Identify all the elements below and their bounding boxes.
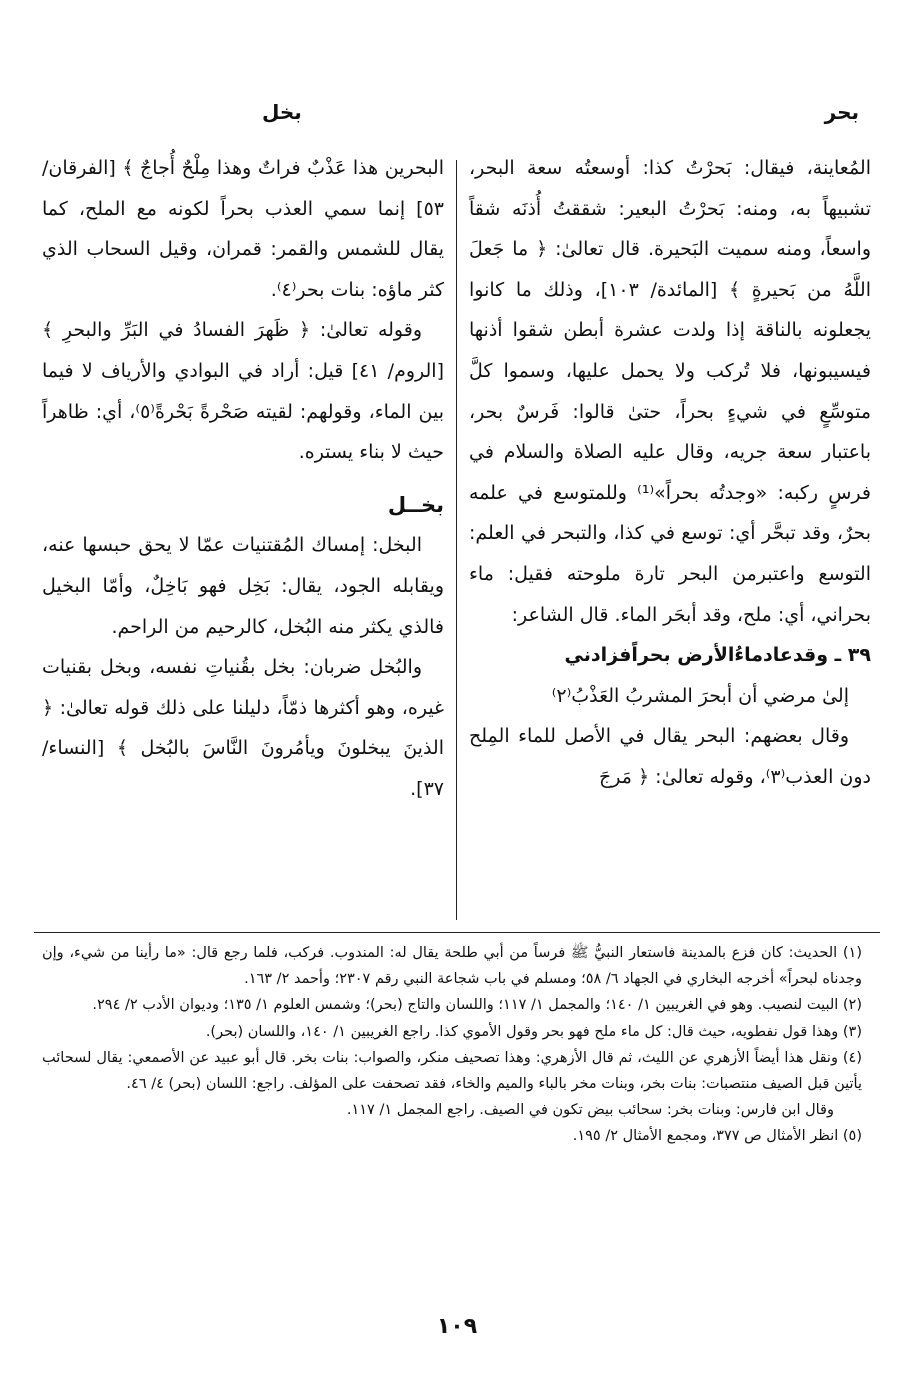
footnote-separator (34, 932, 880, 933)
left-column-header: بخل (262, 100, 302, 124)
page-number: ١٠٩ (436, 1314, 478, 1339)
footnote: (٥) انظر الأمثال ص ٣٧٧، ومجمع الأمثال ٢/ ١٩٥. (572, 1128, 862, 1145)
footnote: (٣) وهذا قول نفطويه، حيث قال: كل ماء ملح فهو بحر وقول الأموي كذا. راجع الغريبين ١/ ١٤٠، واللسان (بحر). (205, 1023, 862, 1040)
paragraph: وقوله تعالىٰ: ﴿ ظَهرَ الفسادُ في البَرِّ والبحرِ ﴾ [الروم/ ٤١] قيل: أراد في البوادي والأرياف لا فيما بين الماء، وقولهم: لقيته صَحْرةً بَحْرةً⁽٥⁾، أي: ظاهراً حيث لا بناء يستره. (42, 319, 444, 464)
right-text-column (469, 148, 871, 798)
footnote: (٢) البيت لنصيب. وهو في الغريبين ١/ ١٤٠؛ والمجمل ١/ ١١٧؛ واللسان والتاج (بحر)؛ وشمس العلوم ١/ ١٣٥؛ وديوان الأدب ٢/ ٢٩٤. (92, 997, 862, 1014)
column-divider (456, 160, 457, 920)
paragraph: وقال بعضهم: البحر يقال في الأصل للماء المِلح دون العذب⁽٣⁾، وقوله تعالىٰ: ﴿ مَرجَ (469, 725, 871, 788)
left-text-column (42, 148, 444, 810)
paragraph: البخل: إمساك المُقتنيات عمّا لا يحق حبسها عنه، ويقابله الجود، يقال: بَخِل فهو بَاخِلٌ، وأمّا البخيل فالذي يكثر منه البُخل، كالرحيم من الراحم. (42, 534, 444, 638)
entry-heading: بخــل (387, 492, 444, 517)
footnote: (٤) ونقل هذا أيضاً الأزهري عن الليث، ثم قال الأزهري: وهذا تصحيف منكر، والصواب: بنات بخر. قال أبو عبيد عن الأصمعي: يقال لسحائب يأتين قبل الصيف منتصبات: بنات بخر، وبنات مخر بالباء والميم والخاء، فقد تصحفت على المؤلف. راجع: اللسان (بحر) ٤/ ٤٦. (42, 1049, 862, 1093)
footnotes (42, 940, 862, 1150)
paragraph: المُعاينة، فيقال: بَحرْتُ كذا: أوسعتُه سعة البحر، تشبيهاً به، ومنه: بَحرْتُ البعير: شققتُ أُذنَه شقاً واسعاً، ومنه سميت البَحيرة. قال تعالىٰ: ﴿ ما جَعلَ اللَّهُ من بَحيرةٍ ﴾ [المائدة/ ١٠٣]، وذلك ما كانوا يجعلونه بالناقة إذا ولدت عشرة أبطن شقوا أذنها فيسيبونها، فلا تُركب ولا يحمل عليها، وسموا كلَّ متوسِّعٍ في شيءٍ بحراً، حتىٰ قالوا: فَرسٌ بحر، باعتبار سعة جريه، وقال عليه الصلاة والسلام في فرسٍ ركبه: «وجدتُه بحراً»⁽¹⁾ وللمتوسع في علمه بحرٌ، وقد تبحَّر أي: توسع في كذا، والتبحر في العلم: التوسع واعتبرمن البحر تارة ملوحته فقيل: ماء بحراني، أي: ملح، وقد أبحَر الماء. قال الشاعر: (469, 157, 871, 626)
footnote-continuation: وقال ابن فارس: وبنات بخر: سحائب بيض تكون في الصيف. راجع المجمل ١/ ١١٧. (346, 1102, 834, 1119)
footnote: (١) الحديث: كان فزع بالمدينة فاستعار النبيُّ ﷺ فرساً من أبي طلحة يقال له: المندوب. فركب، فلما رجع قال: «ما رأينا من شيء، وإن وجدناه لبحراً» أخرجه البخاري في الجهاد ٦/ ٥٨؛ ومسلم في باب شجاعة النبي رقم ٢٣٠٧؛ وأحمد ٢/ ١٦٣. (42, 945, 862, 988)
paragraph: والبُخل ضربان: بخل بقُنياتِ نفسه، وبخل بقنيات غيره، وهو أكثرها ذمّاً، دليلنا على ذلك قوله تعالىٰ: ﴿ الذينَ يبخلونَ ويأمُرونَ النَّاسَ بالبُخل ﴾ [النساء/ ٣٧]. (42, 656, 444, 800)
paragraph: البحرين هذا عَذْبٌ فراتٌ وهذا مِلْحٌ أُجاجٌ ﴾ [الفرقان/ ٥٣] إنما سمي العذب بحراً لكونه مع الملح، كما يقال للشمس والقمر: قمران، وقيل السحاب الذي كثر ماؤه: بنات بحر⁽٤⁾. (42, 157, 444, 301)
poetry-verse-first-half: ٣٩ ـ وقدعادماءُالأرض بحراًفزادني (564, 644, 871, 667)
poetry-verse-second-half: إلىٰ مرضي أن أبحرَ المشربُ العَذْبُ⁽٢⁾ (551, 684, 849, 707)
right-column-header: بحر (824, 100, 859, 124)
